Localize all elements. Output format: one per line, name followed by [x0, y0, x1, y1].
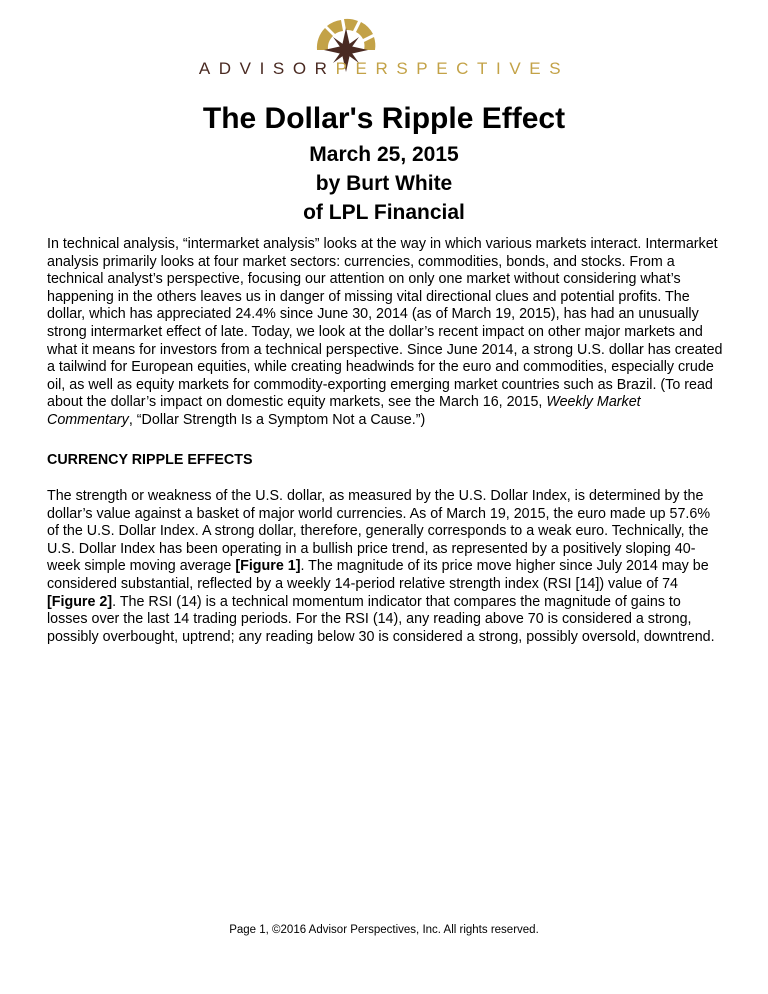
article-title: The Dollar's Ripple Effect: [202, 102, 566, 135]
figure-2-ref: [Figure 2]: [47, 593, 113, 610]
article-affiliation: of LPL Financial: [303, 201, 465, 224]
section-paragraph: The strength or weakness of the U.S. dollar, as measured by the U.S. Dollar Index, is determined by the dollar’s value against a basket of major world currencies. As of March 19, 2015, the euro made up 57.6% of the U.S. Dollar Index. A strong dollar, therefore, generally corresponds to a weak euro. Technically, the U.S. Dollar Index has been operating in a bullish price trend, as represented by a positively sloping 40-week simple moving average [Figure 1]. The magnitude of its price move higher since July 2014 may be considered substantial, reflected by a weekly 14-period relative strength index (RSI [14]) value of 74 [Figure 2]. The RSI (14) is a technical momentum indicator that compares the magnitude of gains to losses over the last 14 trading periods. For the RSI (14), any reading above 70 is considered a strong, possibly overbought, uptrend; any reading below 30 is considered a strong, possibly oversold, downtrend.: [47, 488, 715, 645]
brand-advisor: ADVISOR: [198, 59, 336, 78]
brand-wordmark: [0, 59, 768, 79]
article-author: by Burt White: [315, 172, 453, 195]
article-date: March 25, 2015: [309, 143, 459, 166]
page-footer: Page 1, ©2016 Advisor Perspectives, Inc. All rights reserved.: [229, 924, 539, 936]
figure-1-ref: [Figure 1]: [235, 558, 301, 575]
intro-paragraph: In technical analysis, “intermarket analysis” looks at the way in which various markets interact. Intermarket analysis primarily looks at four market sectors: currencies, commodities, bonds, and stocks. From a technical analyst’s perspective, focusing our attention on only one market without considering what’s happening in the others leaves us in danger of missing vital directional clues and potential profits. The dollar, which has appreciated 24.4% since June 30, 2014 (as of March 19, 2015), has had an unusually strong intermarket effect of late. Today, we look at the dollar’s recent impact on other major markets and what it means for investors from a technical perspective. Since June 2014, a strong U.S. dollar has created a tailwind for European equities, while creating headwinds for the euro and commodities, especially crude oil, as well as equity markets for commodity-exporting emerging market countries such as Brazil. (To read about the dollar’s impact on domestic equity markets, see the March 16, 2015, Weekly Market Commentary, “Dollar Strength Is a Symptom Not a Cause.”): [47, 236, 723, 428]
brand-perspectives: PERSPECTIVES: [335, 59, 570, 78]
section-heading: CURRENCY RIPPLE EFFECTS: [47, 452, 253, 468]
publication-name: Weekly Market Commentary: [47, 394, 641, 428]
